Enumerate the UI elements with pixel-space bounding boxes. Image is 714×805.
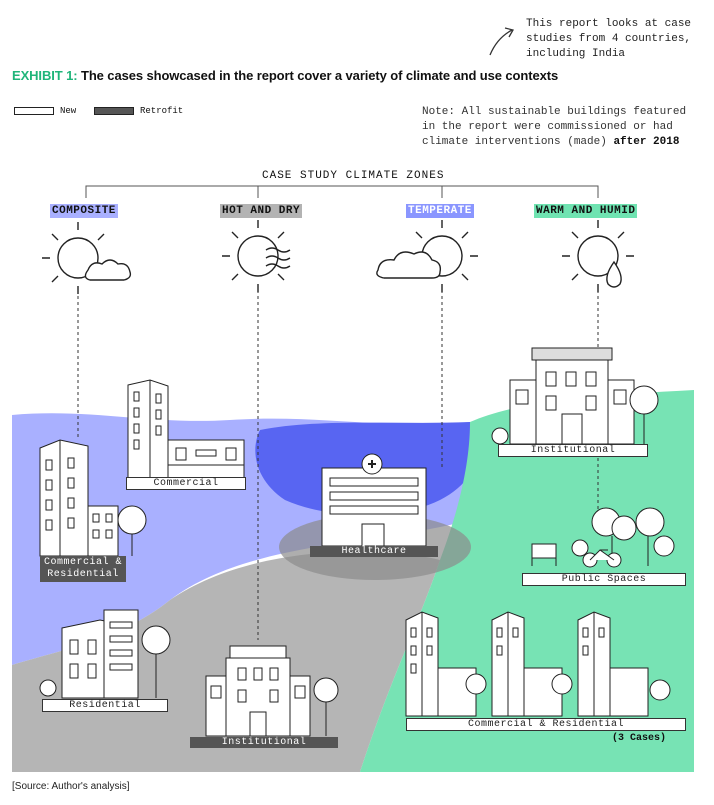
healthcare-building [322, 454, 426, 546]
label-healthcare: Healthcare [310, 546, 438, 557]
curved-arrow-icon [490, 30, 512, 55]
zones-bracket [86, 186, 598, 198]
zones-title: CASE STUDY CLIMATE ZONES [262, 170, 445, 182]
label-commercial: Commercial [126, 477, 246, 490]
top-annotation: This report looks at case studies from 4 countries, including India [526, 18, 692, 60]
note-emphasis: after 2018 [613, 136, 680, 148]
cases-note: (3 Cases) [612, 733, 667, 744]
zone-temperate: TEMPERATE [408, 205, 472, 217]
exhibit-label: EXHIBIT 1: [12, 68, 78, 83]
institutional-building-humid [492, 348, 658, 444]
cloud-sun-icon [377, 220, 478, 292]
legend-retrofit [94, 106, 183, 116]
sun-raindrop-icon [562, 220, 634, 292]
sun-heat-icon [222, 220, 290, 292]
zone-hot-dry: HOT AND DRY [222, 205, 301, 217]
sun-cloud-icon [42, 222, 130, 294]
exhibit-title-text: The cases showcased in the report cover a variety of climate and use contexts [80, 68, 559, 83]
legend-retrofit-label: Retrofit [140, 106, 184, 116]
label-public-spaces: Public Spaces [522, 573, 686, 586]
zone-composite: COMPOSITE [52, 205, 116, 217]
source-note: [Source: Author's analysis] [12, 781, 130, 792]
label-institutional-humid: Institutional [498, 444, 648, 457]
legend-retrofit-swatch [94, 107, 134, 115]
label-commercial-residential-humid: Commercial & Residential [406, 718, 686, 731]
label-residential: Residential [42, 699, 168, 712]
note-text [422, 105, 702, 150]
exhibit-title [12, 68, 558, 83]
note-body: Note: All sustainable buildings featured in the report were commissioned or had climate interventions (made) [422, 106, 687, 148]
zone-warm-humid: WARM AND HUMID [536, 205, 636, 217]
legend-new [14, 106, 76, 116]
legend-new-swatch [14, 107, 54, 115]
label-institutional-hot: Institutional [190, 737, 338, 748]
label-commercial-residential: Commercial & Residential [40, 556, 126, 582]
legend-new-label: New [60, 106, 77, 116]
